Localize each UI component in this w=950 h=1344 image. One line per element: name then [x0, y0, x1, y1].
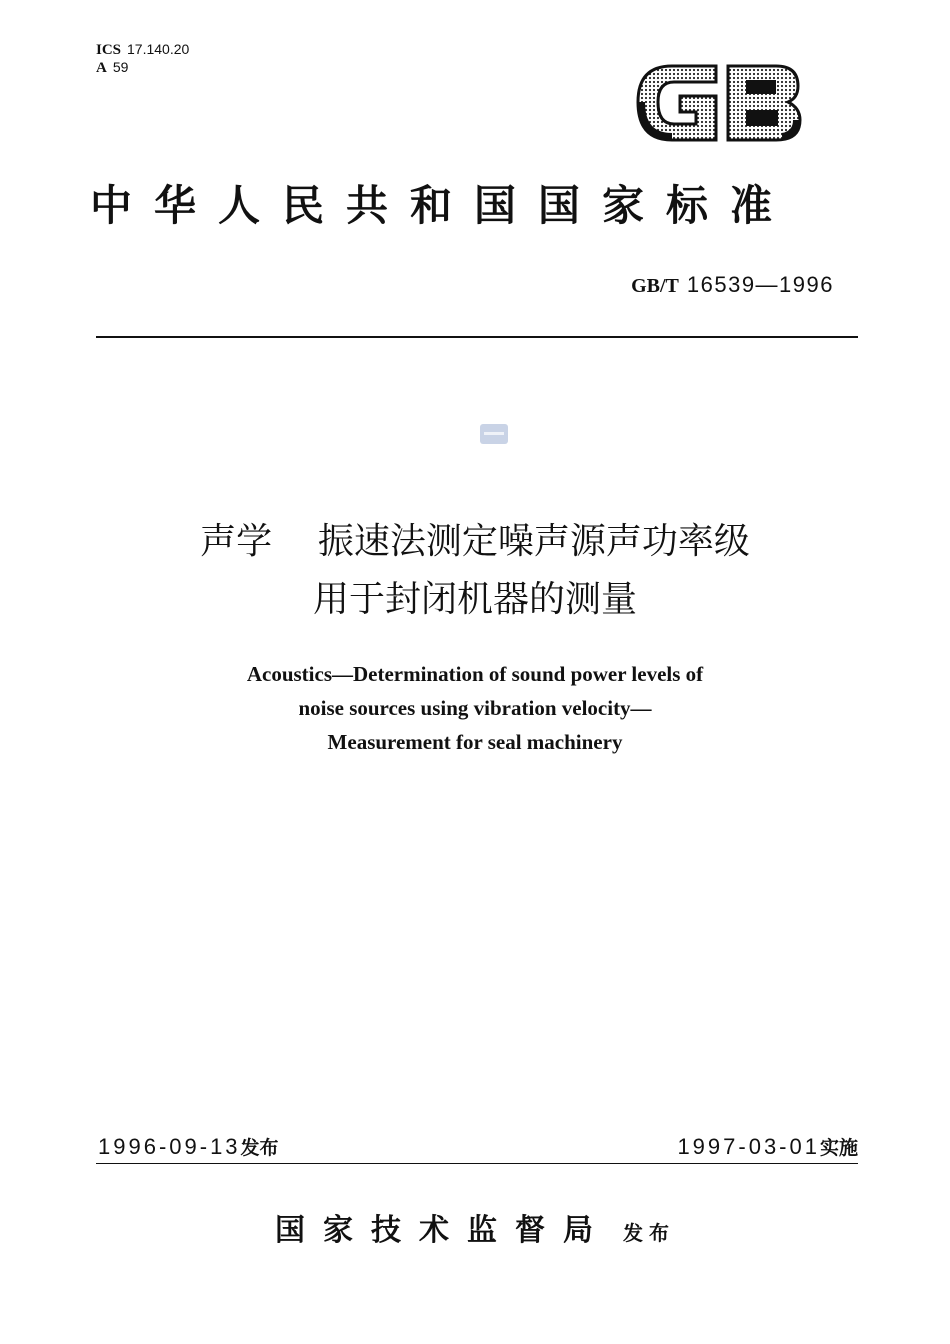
title-english-line-2: noise sources using vibration velocity—: [298, 696, 652, 720]
gb-logo-icon: [632, 56, 804, 148]
standard-number: [560, 270, 834, 301]
title-english-line-1: Acoustics—Determination of sound power levels of: [246, 662, 704, 686]
issue-date: 1996-09-13: [98, 1134, 241, 1159]
implementation-label: 实施: [819, 1137, 858, 1159]
header-divider: [96, 336, 858, 338]
title-chinese-line-1: 声学 振速法测定噪声源声功率级: [200, 521, 750, 562]
implementation-date-line: [677, 1132, 858, 1163]
issuer-action: 发布: [623, 1221, 675, 1245]
ccs-label: A: [96, 60, 107, 76]
issuer-name: 国家技术监督局: [275, 1213, 611, 1248]
footer-divider: [96, 1163, 858, 1164]
stamp-watermark-icon: [479, 422, 509, 446]
title-english-line-3: Measurement for seal machinery: [327, 730, 623, 754]
standard-number-value: 16539—1996: [686, 272, 834, 297]
ccs-code-line: [96, 58, 128, 77]
issue-label: 发布: [240, 1137, 279, 1159]
issuer-line: [0, 1206, 950, 1258]
ics-code: 17.140.20: [127, 41, 190, 57]
implementation-date: 1997-03-01: [677, 1134, 820, 1159]
ics-code-line: [96, 40, 189, 59]
issue-date-line: [98, 1132, 279, 1163]
standard-category-heading: 中华人民共和国国家标准: [90, 181, 795, 230]
standard-number-prefix: GB/T: [631, 275, 679, 297]
title-chinese-line-2: 用于封闭机器的测量: [312, 579, 637, 620]
ccs-code: 59: [112, 59, 129, 75]
ics-label: ICS: [96, 42, 122, 58]
